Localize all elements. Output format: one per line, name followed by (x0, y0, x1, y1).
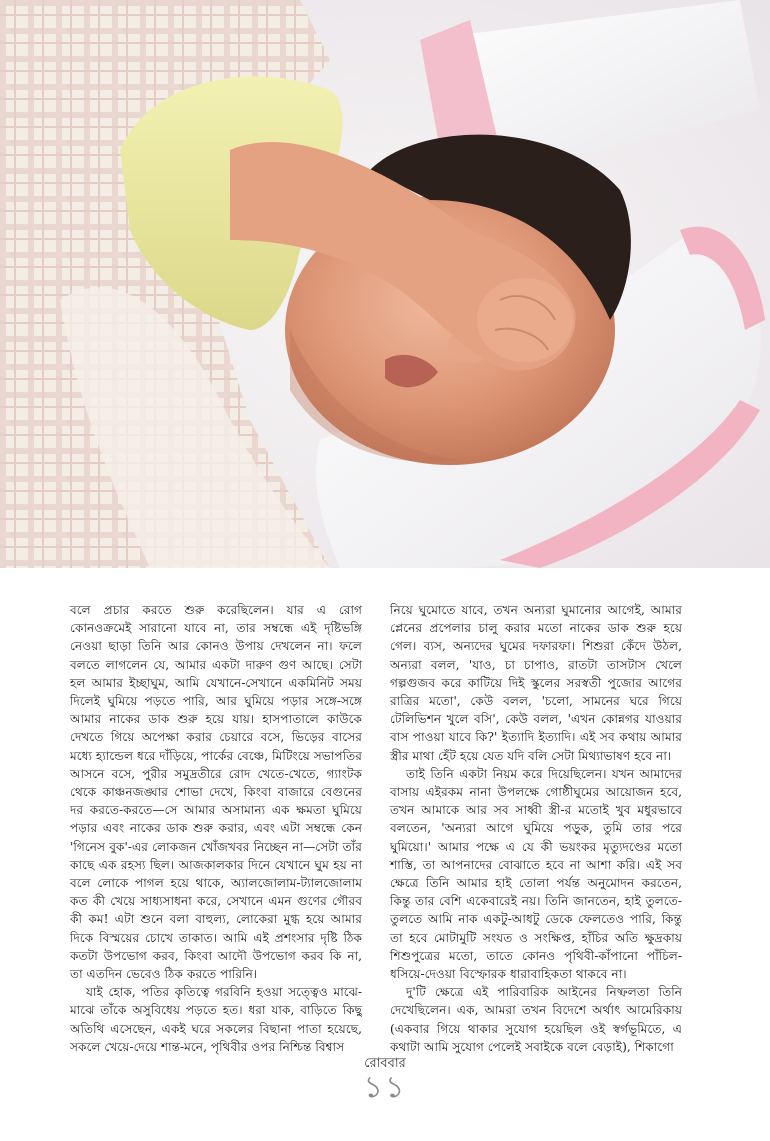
page-number: ১১ (363, 1070, 407, 1105)
article-body (70, 601, 682, 1054)
sleeping-baby-illustration (0, 0, 770, 568)
baby-photo (0, 0, 770, 568)
paragraph: যাই হোক, পতির কৃতিত্বে গরবিনি হওয়া সত্ত্বেও মাঝে-মাঝে তাঁকে অসুবিধেয় পড়তে হত। ধরা যাক, বাড়িতে কিছু অতিথি এসেছেন, একই ঘরে সকলের বিছানা পাতা হয়েছে, সকলে খেয়ে-দেয়ে শান্ত-মনে, পৃথিবীর ওপর নিশ্চিন্ত বিশ্বাস (70, 985, 362, 1054)
page-footer (0, 1056, 770, 1104)
magazine-name: রোববার (364, 1056, 406, 1071)
paragraph: বলে প্রচার করতে শুরু করেছিলেন। যার এ রোগ কোনওক্রমেই সারানো যাবে না, তার সম্বন্ধে এই দৃষ্টিভঙ্গি নেওয়া ছাড়া তিনি আর কোনও উপায় দেখলেন না। ফলে বলতে লাগলেন যে, আমার একটা দারুণ গুণ আছে। সেটা হল আমার ইচ্ছাঘুম, আমি যেখানে-সেখানে একমিনিট সময় দিলেই ঘুমিয়ে পড়তে পারি, আর ঘুমিয়ে পড়ার সঙ্গে-সঙ্গে আমার নাকের ডাক শুরু হয়ে যায়। হাসপাতালে কাউকে দেখতে গিয়ে অপেক্ষা করার চেয়ারে বসে, ভিড়ের বাসের মধ্যে হ্যান্ডেল ধরে দাঁড়িয়ে, পার্কের বেঞ্চে, মিটিংয়ে সভাপতির আসনে বসে, পুরীর সমুদ্রতীরে রোদ খেতে-খেতে, গ্যাংটক থেকে কাঞ্চনজঙ্ঘার শোভা দেখে, কিংবা বাজারে বেগুনের দর করতে-করতে—সে আমার অসামান্য এক ক্ষমতা ঘুমিয়ে পড়ার এবং নাকের ডাক শুরু করার, এবং এটা সম্বন্ধে কেন 'গিনেস বুক'-এর লোকজন খোঁজখবর নিচ্ছেন না—সেটা তাঁর কাছে এক রহস্য ছিল। আজকালকার দিনে যেখানে ঘুম হয় না বলে লোকে পাগল হয়ে থাকে, অ্যালজোলাম-ট্যালজোলাম কত কী খেয়ে সাধ্যসাধনা করে, সেখানে এমন গুণের গৌরব কী কম! এটা শুনে বলা বাহুল্য, লোকেরা মুগ্ধ হয়ে আমার দিকে বিস্ময়ের চোখে তাকাত। আমি এই প্রশংসার দৃষ্টি ঠিক কতটা উপভোগ করব, কিংবা আদৌ উপভোগ করব কি না, তা এতদিন ভেবেও ঠিক করতে পারিনি। (70, 603, 362, 982)
article-column-right (390, 601, 682, 1056)
article-column-left (70, 601, 362, 1056)
paragraph: দু'টি ক্ষেত্রে এই পারিবারিক আইনের নিষ্ফলতা তিনি দেখেছিলেন। এক, আমরা তখন বিদেশে অর্থাৎ আমেরিকায় (একবার গিয়ে থাকার সুযোগ হয়েছিল ওই স্বর্গভূমিতে, এ কথাটা আমি সুযোগ পেলেই সবাইকে বলে বেড়াই), শিকাগো (390, 985, 682, 1054)
paragraph: তাই তিনি একটা নিয়ম করে দিয়েছিলেন। যখন আমাদের বাসায় এইরকম নানা উপলক্ষে গোষ্ঠীঘুমের আয়োজন হবে, তখন আমাকে আর সব সাধ্বী স্ত্রী-র মতোই খুব মধুরভাবে বলতেন, 'অন্যরা আগে ঘুমিয়ে পড়ুক, তুমি তার পরে ঘুমিয়ো।' আমার পক্ষে এ যে কী ভয়ংকর মৃত্যুদণ্ডের মতো শাস্তি, তা আপনাদের বোঝাতে হবে না আশা করি। এই সব ক্ষেত্রে তিনি আমার হাই তোলা পর্যন্ত অনুমোদন করতেন, কিন্তু তার বেশি একেবারেই নয়। তিনি জানতেন, হাই তুলতে-তুলতে আমি নাক একটু-আধটু ডেকে ফেলতেও পারি, কিন্তু তা হবে মোটামুটি সংযত ও সংক্ষিপ্ত, হাঁচির অতি ক্ষুদ্রকায় শিশুপুত্রের মতো, তাতে কোনও পৃথিবী-কাঁপানো পাঁচিল-ধসিয়ে-দেওয়া বিস্ফোরক ধারাবাহিকতা থাকবে না। (390, 766, 682, 982)
paragraph: নিয়ে ঘুমোতে যাবে, তখন অন্যরা ঘুমানোর আগেই, আমার প্লেনের প্রপেলার চালু করার মতো নাকের ডাক শুরু হয়ে গেল। ব্যস, অন্যদের ঘুমের দফারফা। শিশুরা কেঁদে উঠল, অন্যরা বলল, 'যাও, চা চাপাও, রাতটা তাসটাস খেলে গল্পগুজব করে কাটিয়ে দিই স্কুলের সরস্বতী পুজোর আগের রাত্রির মতো', কেউ বলল, 'চলো, সামনের ঘরে গিয়ে টেলিভিশন খুলে বসি', কেউ বলল, 'এখন কোন্নগর যাওয়ার বাস পাওয়া যাবে কি?' ইত্যাদি ইত্যাদি। এই সব কথায় আমার স্ত্রীর মাথা হেঁট হয়ে যেত যদি বলি সেটা মিথ্যাভাষণ হবে না। (390, 603, 682, 763)
